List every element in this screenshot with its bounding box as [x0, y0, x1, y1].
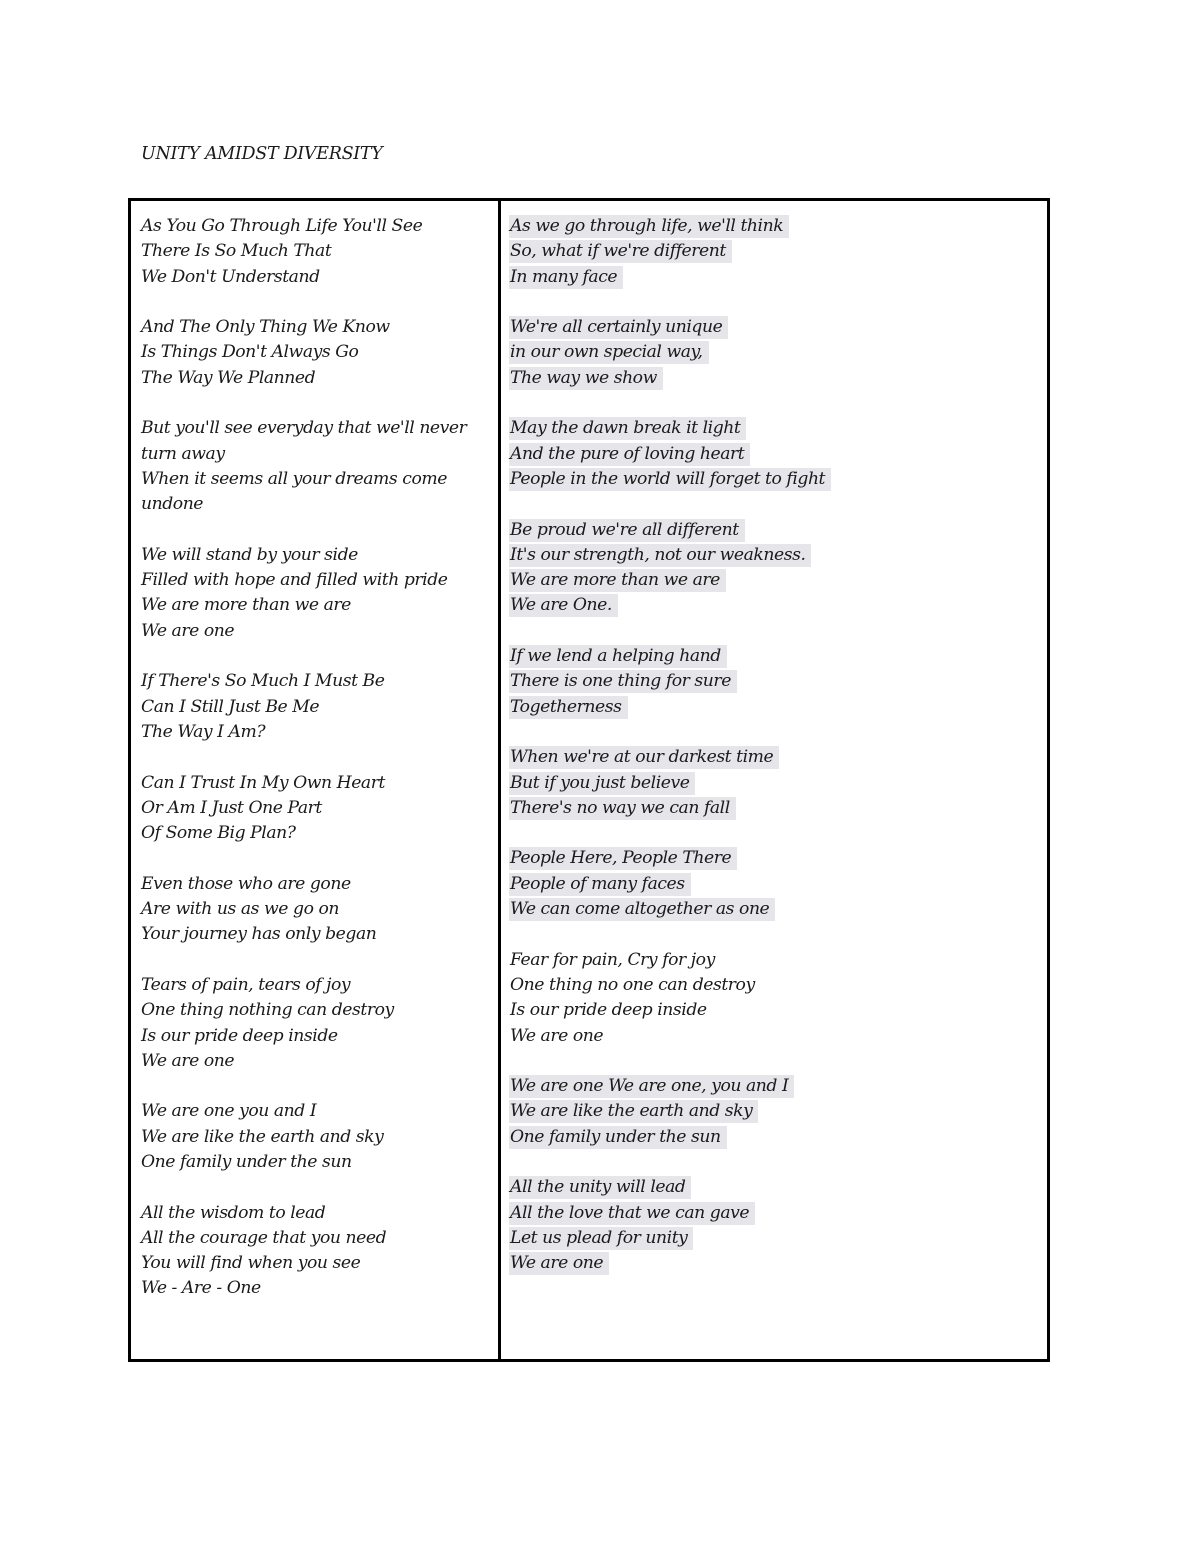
lyric-line	[509, 973, 1047, 998]
highlighted-lyric-text: When we're at our darkest time	[509, 746, 779, 769]
lyric-line	[509, 796, 1047, 821]
lyric-line	[509, 998, 1047, 1023]
stanza	[141, 543, 498, 644]
stanza	[141, 771, 498, 847]
lyric-text: undone	[141, 494, 204, 515]
lyric-text: We are like the earth and sky	[141, 1126, 384, 1147]
lyric-text: Are with us as we go on	[141, 899, 340, 920]
lyric-line	[509, 1024, 1047, 1049]
stanza	[509, 1074, 1047, 1150]
lyric-text: Your journey has only began	[141, 924, 377, 945]
lyric-text: We - Are - One	[141, 1278, 261, 1299]
stanza	[141, 973, 498, 1074]
lyric-text: We are more than we are	[141, 595, 351, 616]
highlighted-lyric-text: May the dawn break it light	[509, 417, 746, 440]
highlighted-lyric-text: People in the world will forget to fight	[509, 468, 831, 491]
lyric-line	[141, 265, 498, 290]
lyric-text: Even those who are gone	[141, 873, 351, 894]
lyric-text: We are one	[510, 1025, 604, 1046]
stanza	[141, 214, 498, 290]
lyric-line	[509, 669, 1047, 694]
lyric-line	[509, 442, 1047, 467]
lyric-line	[509, 1099, 1047, 1124]
highlighted-lyric-text: One family under the sun	[509, 1126, 727, 1149]
lyric-line	[141, 340, 498, 365]
lyric-line	[141, 897, 498, 922]
lyric-line	[509, 518, 1047, 543]
lyric-text: We will stand by your side	[141, 544, 358, 565]
lyric-line	[141, 1276, 498, 1301]
lyric-line	[141, 619, 498, 644]
lyric-text: And The Only Thing We Know	[141, 317, 390, 338]
highlighted-lyric-text: We are one We are one, you and I	[509, 1075, 794, 1098]
highlighted-lyric-text: But if you just believe	[509, 772, 695, 795]
lyric-text: Tears of pain, tears of joy	[141, 974, 351, 995]
lyric-line	[141, 1099, 498, 1124]
stanza	[141, 872, 498, 948]
lyric-line	[509, 1074, 1047, 1099]
lyric-line	[509, 568, 1047, 593]
stanza	[141, 416, 498, 517]
lyric-line	[509, 948, 1047, 973]
lyric-line	[509, 745, 1047, 770]
lyric-text: There Is So Much That	[141, 241, 332, 262]
lyric-line	[141, 771, 498, 796]
highlighted-lyric-text: The way we show	[509, 367, 663, 390]
stanza	[141, 1201, 498, 1302]
lyric-line	[509, 366, 1047, 391]
lyric-text: Can I Trust In My Own Heart	[141, 772, 385, 793]
stanza	[509, 846, 1047, 922]
lyric-text: turn away	[141, 443, 225, 464]
lyric-text: If There's So Much I Must Be	[141, 671, 385, 692]
stanza	[141, 1099, 498, 1175]
highlighted-lyric-text: There's no way we can fall	[509, 797, 736, 820]
lyric-line	[509, 340, 1047, 365]
lyric-line	[141, 1201, 498, 1226]
lyric-line	[141, 796, 498, 821]
lyric-line	[141, 416, 498, 441]
highlighted-lyric-text: We are One.	[509, 594, 618, 617]
lyric-line	[141, 568, 498, 593]
lyric-text: The Way I Am?	[141, 721, 266, 742]
lyric-text: Is our pride deep inside	[141, 1025, 338, 1046]
lyric-text: Filled with hope and filled with pride	[141, 570, 448, 591]
highlighted-lyric-text: In many face	[509, 266, 623, 289]
lyric-line	[141, 695, 498, 720]
stanza	[509, 416, 1047, 492]
lyric-text: Is Things Don't Always Go	[141, 342, 359, 363]
highlighted-lyric-text: All the unity will lead	[509, 1176, 691, 1199]
lyric-text: All the courage that you need	[141, 1227, 387, 1248]
lyric-line	[509, 771, 1047, 796]
lyric-text: The Way We Planned	[141, 367, 316, 388]
lyric-text: But you'll see everyday that we'll never	[141, 418, 467, 439]
lyric-line	[141, 1150, 498, 1175]
lyric-text: As You Go Through Life You'll See	[141, 216, 423, 236]
stanza	[509, 745, 1047, 821]
lyric-text: We are one you and I	[141, 1101, 317, 1122]
lyric-line	[141, 442, 498, 467]
lyric-text: One thing nothing can destroy	[141, 1000, 394, 1021]
highlighted-lyric-text: We are one	[509, 1252, 609, 1275]
lyric-text: We are one	[141, 1050, 235, 1071]
lyric-line	[141, 821, 498, 846]
highlighted-lyric-text: We are more than we are	[509, 569, 726, 592]
lyric-line	[141, 239, 498, 264]
stanza	[509, 644, 1047, 720]
lyric-line	[141, 315, 498, 340]
lyric-line	[141, 872, 498, 897]
lyric-line	[509, 846, 1047, 871]
lyric-line	[141, 1125, 498, 1150]
highlighted-lyric-text: Togetherness	[509, 696, 628, 719]
highlighted-lyric-text: As we go through life, we'll think	[509, 215, 789, 238]
lyric-line	[141, 998, 498, 1023]
lyric-text: All the wisdom to lead	[141, 1202, 326, 1223]
lyric-text: You will find when you see	[141, 1253, 361, 1274]
lyric-line	[509, 897, 1047, 922]
highlighted-lyric-text: There is one thing for sure	[509, 670, 737, 693]
highlighted-lyric-text: If we lend a helping hand	[509, 645, 727, 668]
stanza	[509, 518, 1047, 619]
stanza	[509, 948, 1047, 1049]
highlighted-lyric-text: It's our strength, not our weakness.	[509, 544, 811, 567]
lyric-line	[141, 720, 498, 745]
lyric-line	[141, 922, 498, 947]
lyric-line	[509, 467, 1047, 492]
lyric-line	[141, 492, 498, 517]
lyric-line	[509, 1226, 1047, 1251]
lyric-line	[509, 593, 1047, 618]
lyric-line	[509, 265, 1047, 290]
lyric-line	[509, 1201, 1047, 1226]
lyric-line	[509, 1251, 1047, 1276]
highlighted-lyric-text: We are like the earth and sky	[509, 1100, 758, 1123]
lyric-line	[509, 315, 1047, 340]
highlighted-lyric-text: We're all certainly unique	[509, 316, 728, 339]
lyric-line	[141, 669, 498, 694]
stanza	[141, 669, 498, 745]
lyric-line	[141, 1049, 498, 1074]
highlighted-lyric-text: We can come altogether as one	[509, 898, 775, 921]
lyric-line	[141, 973, 498, 998]
highlighted-lyric-text: Be proud we're all different	[509, 519, 745, 542]
right-lyrics-column	[501, 201, 1047, 1359]
highlighted-lyric-text: And the pure of loving heart	[509, 443, 750, 466]
left-lyrics-column	[131, 201, 501, 1359]
highlighted-lyric-text: People Here, People There	[509, 847, 737, 870]
lyric-line	[509, 1125, 1047, 1150]
lyric-text: Fear for pain, Cry for joy	[510, 949, 715, 970]
lyric-text: We Don't Understand	[141, 266, 320, 287]
lyric-text: When it seems all your dreams come	[141, 468, 447, 489]
lyric-text: Or Am I Just One Part	[141, 797, 322, 818]
lyric-line	[141, 543, 498, 568]
lyrics-table	[128, 198, 1050, 1362]
highlighted-lyric-text: All the love that we can gave	[509, 1202, 755, 1225]
lyric-line	[509, 1175, 1047, 1200]
lyric-text: One family under the sun	[141, 1151, 352, 1172]
highlighted-lyric-text: People of many faces	[509, 873, 691, 896]
highlighted-lyric-text: in our own special way,	[509, 341, 709, 364]
lyric-line	[141, 1226, 498, 1251]
lyric-text: Is our pride deep inside	[510, 1000, 707, 1021]
document-title: UNITY AMIDST DIVERSITY	[141, 144, 383, 164]
stanza	[141, 315, 498, 391]
highlighted-lyric-text: So, what if we're different	[509, 240, 732, 263]
stanza	[509, 1175, 1047, 1276]
lyric-line	[509, 695, 1047, 720]
lyric-line	[509, 872, 1047, 897]
stanza	[509, 315, 1047, 391]
lyric-line	[141, 1251, 498, 1276]
lyric-line	[509, 416, 1047, 441]
lyric-line	[141, 366, 498, 391]
lyric-line	[141, 593, 498, 618]
lyric-line	[509, 644, 1047, 669]
highlighted-lyric-text: Let us plead for unity	[509, 1227, 693, 1250]
lyric-line	[509, 214, 1047, 239]
lyric-text: Can I Still Just Be Me	[141, 696, 320, 717]
lyric-text: One thing no one can destroy	[510, 974, 755, 995]
lyric-text: We are one	[141, 620, 235, 641]
lyric-text: Of Some Big Plan?	[141, 823, 296, 844]
stanza	[509, 214, 1047, 290]
lyric-line	[509, 239, 1047, 264]
lyric-line	[509, 543, 1047, 568]
lyric-line	[141, 467, 498, 492]
lyric-line	[141, 214, 498, 239]
lyric-line	[141, 1024, 498, 1049]
